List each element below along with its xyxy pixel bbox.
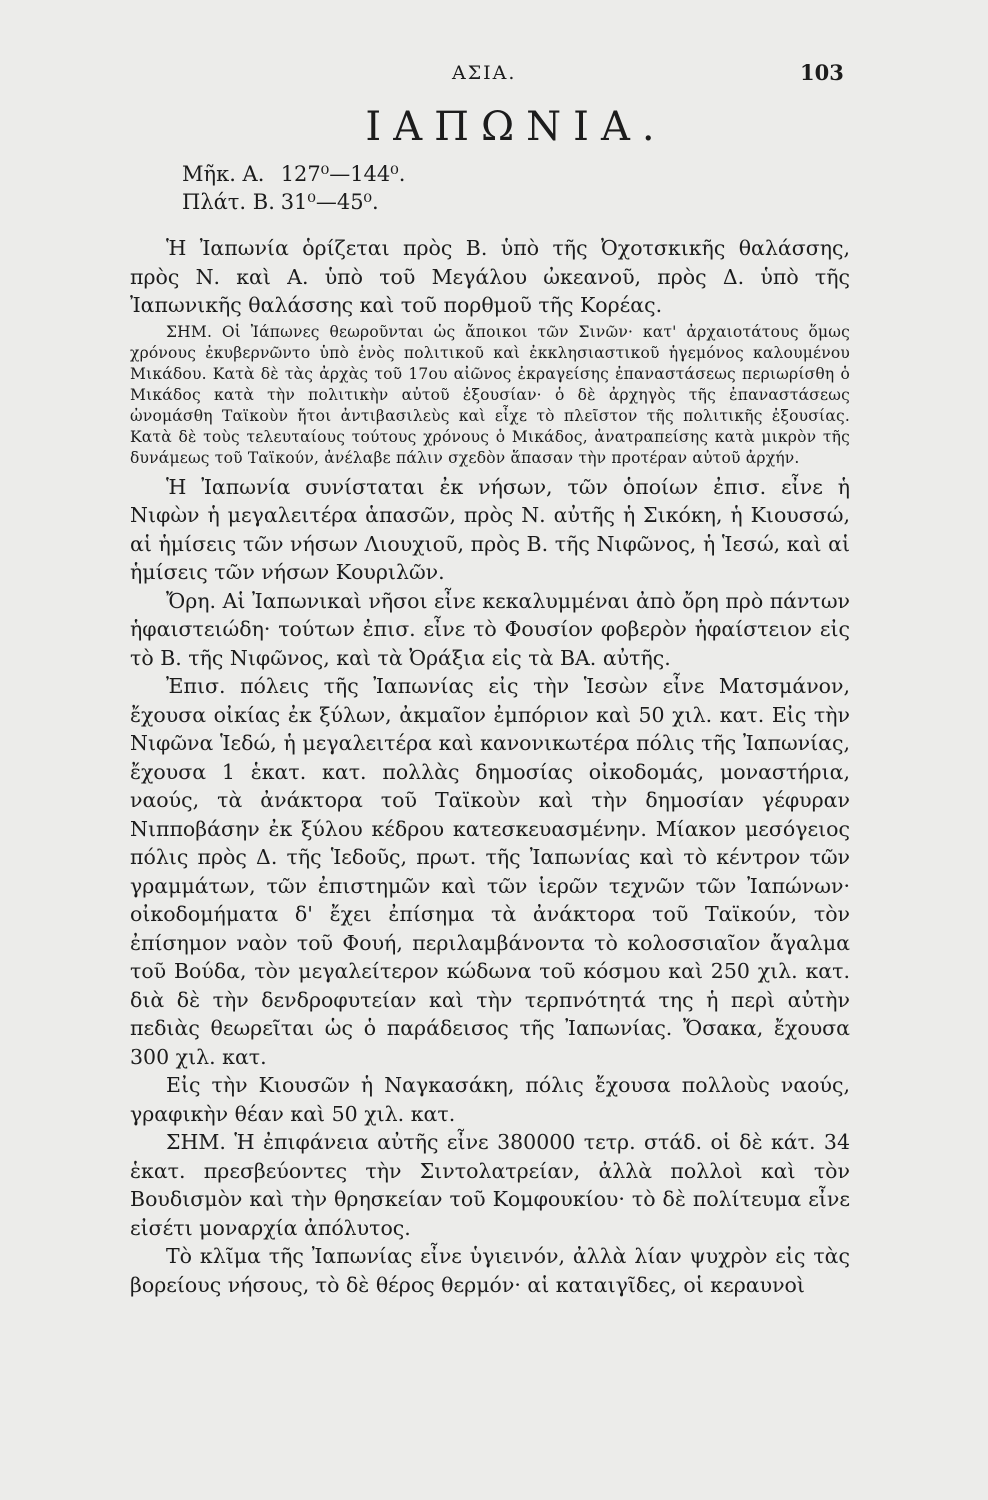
paragraph-mountains: Ὄρη. Αἱ Ἰαπωνικαὶ νῆσοι εἶνε κεκαλυμμέναι ἀπὸ ὄρη πρὸ πάντων ἡφαιστειώδη· τούτων ἐπισ. εἶνε τὸ Φουσίον φοβερὸν ἡφαίστειον εἰς τὸ Β. τῆς Νιφῶνος, καὶ τὰ Ὀράξια εἰς τὰ ΒΑ. αὐτῆς. xyxy=(130,588,850,670)
note-history: ΣΗΜ. Οἱ Ἰάπωνες θεωροῦνται ὡς ἄποικοι τῶν Σινῶν· κατ' ἀρχαιοτάτους ὅμως χρόνους ἐκυβερνῶντο ὑπὸ ἑνὸς πολιτικοῦ καὶ ἐκκλησιαστικοῦ ἡγεμόνος καλουμένου Μικάδου. Κατὰ δὲ τὰς ἀρχὰς τοῦ 17ου αἰῶνος ἐκραγείσης ἐπαναστάσεως περιωρίσθη ὁ Μικάδος κατὰ τὴν πολιτικὴν αὐτοῦ ἐξουσίαν· ὁ δὲ ἀρχηγὸς τῆς ἐπαναστάσεως ὠνομάσθη Ταϊκοὺν ἤτοι ἀντιβασιλεὺς καὶ εἶχε τὸ πλεῖστον τῆς πολιτικῆς ἐξουσίας. Κατὰ δὲ τοὺς τελευταίους τούτους χρόνους ὁ Μικάδος, ἀνατραπείσης κατὰ μικρὸν τῆς δυνάμεως τοῦ Ταϊκούν, ἀνέλαβε πάλιν σχεδὸν ἅπασαν τὴν προτέραν αὐτοῦ ἀρχήν. xyxy=(130,322,850,467)
body-text xyxy=(130,234,850,1299)
paragraph-area-population: ΣΗΜ. Ἡ ἐπιφάνεια αὐτῆς εἶνε 380000 τετρ. στάδ. οἱ δὲ κάτ. 34 ἑκατ. πρεσβεύοντες τὴν Σιντολατρείαν, ἀλλὰ πολλοὶ καὶ τὸν Βουδισμὸν καὶ τὴν θρησκείαν τοῦ Κομφουκίου· τὸ δὲ πολίτευμα εἶνε εἰσέτι μοναρχία ἀπόλυτος. xyxy=(130,1130,850,1240)
page-number: 103 xyxy=(800,60,844,85)
running-title: ΑΣΙΑ. xyxy=(452,62,517,84)
latitude-value: 31⁰—45⁰. xyxy=(280,190,379,214)
latitude-label: Πλάτ. Β. xyxy=(182,190,275,214)
paragraph-cities: Ἐπισ. πόλεις τῆς Ἰαπωνίας εἰς τὴν Ἱεσὼν εἶνε Ματσμάνον, ἔχουσα οἰκίας ἐκ ξύλων, ἀκμαῖον ἐμπόριον καὶ 50 χιλ. κατ. Εἰς τὴν Νιφῶνα Ἱεδώ, ἡ μεγαλειτέρα καὶ κανονικωτέρα πόλις τῆς Ἰαπωνίας, ἔχουσα 1 ἑκατ. κατ. πολλὰς δημοσίας οἰκοδομάς, μοναστήρια, ναούς, τὰ ἀνάκτορα τοῦ Ταϊκοὺν καὶ τὴν δημοσίαν γέφυραν Νιπποβάσην ἐκ ξύλου κέδρου κατεσκευασμένην. Μίακον μεσόγειος πόλις πρὸς Δ. τῆς Ἱεδοῦς, πρωτ. τῆς Ἰαπωνίας καὶ τὸ κέντρον τῶν γραμμάτων, τῶν ἐπιστημῶν καὶ τῶν ἱερῶν τεχνῶν τῶν Ἰαπώνων· οἰκοδομήματα δ' ἔχει ἐπίσημα τὰ ἀνάκτορα τοῦ Ταϊκούν, τὸν ἐπίσημον ναὸν τοῦ Φουή, περιλαμβάνοντα τὸ κολοσσιαῖον ἄγαλμα τοῦ Βούδα, τὸν μεγαλείτερον κώδωνα τοῦ κόσμου καὶ 250 χιλ. κατ. διὰ δὲ τὴν δενδροφυτείαν καὶ τὴν τερπνότητά της ἡ περὶ αὐτὴν πεδιὰς θεωρεῖται ὡς ὁ παράδεισος τῆς Ἰαπωνίας. Ὄσακα, ἔχουσα 300 χιλ. κατ. xyxy=(130,674,850,1069)
paragraph-kiusiu: Εἰς τὴν Κιουσῶν ἡ Ναγκασάκη, πόλις ἔχουσα πολλοὺς ναούς, γραφικὴν θέαν καὶ 50 χιλ. κατ. xyxy=(130,1073,850,1126)
coordinates-block xyxy=(182,162,405,218)
longitude-label: Μῆκ. Α. xyxy=(182,162,265,186)
paragraph-islands: Ἡ Ἰαπωνία συνίσταται ἐκ νήσων, τῶν ὁποίων ἐπισ. εἶνε ἡ Νιφὼν ἡ μεγαλειτέρα ἁπασῶν, πρὸς Ν. αὐτῆς ἡ Σικόκη, ἡ Κιουσσώ, αἱ ἡμίσεις τῶν νήσων Λιουχιοῦ, πρὸς Β. τῆς Νιφῶνος, ἡ Ἱεσώ, καὶ αἱ ἡμίσεις τῶν νήσων Κουριλῶν. xyxy=(130,474,850,584)
latitude-line xyxy=(182,190,405,218)
paragraph-climate: Τὸ κλῖμα τῆς Ἰαπωνίας εἶνε ὑγιεινόν, ἀλλὰ λίαν ψυχρὸν εἰς τὰς βορείους νήσους, τὸ δὲ θέρος θερμόν· αἱ καταιγῖδες, οἱ κεραυνοὶ xyxy=(130,1244,850,1297)
longitude-line xyxy=(182,162,405,190)
longitude-value: 127⁰—144⁰. xyxy=(280,162,406,186)
chapter-title: ΙΑΠΩΝΙΑ. xyxy=(365,104,667,150)
paragraph-borders: Ἡ Ἰαπωνία ὁρίζεται πρὸς Β. ὑπὸ τῆς Ὀχοτσκικῆς θαλάσσης, πρὸς Ν. καὶ Α. ὑπὸ τοῦ Μεγάλου ὠκεανοῦ, πρὸς Δ. ὑπὸ τῆς Ἰαπωνικῆς θαλάσσης καὶ τοῦ πορθμοῦ τῆς Κορέας. xyxy=(130,236,850,317)
running-head xyxy=(0,62,988,92)
